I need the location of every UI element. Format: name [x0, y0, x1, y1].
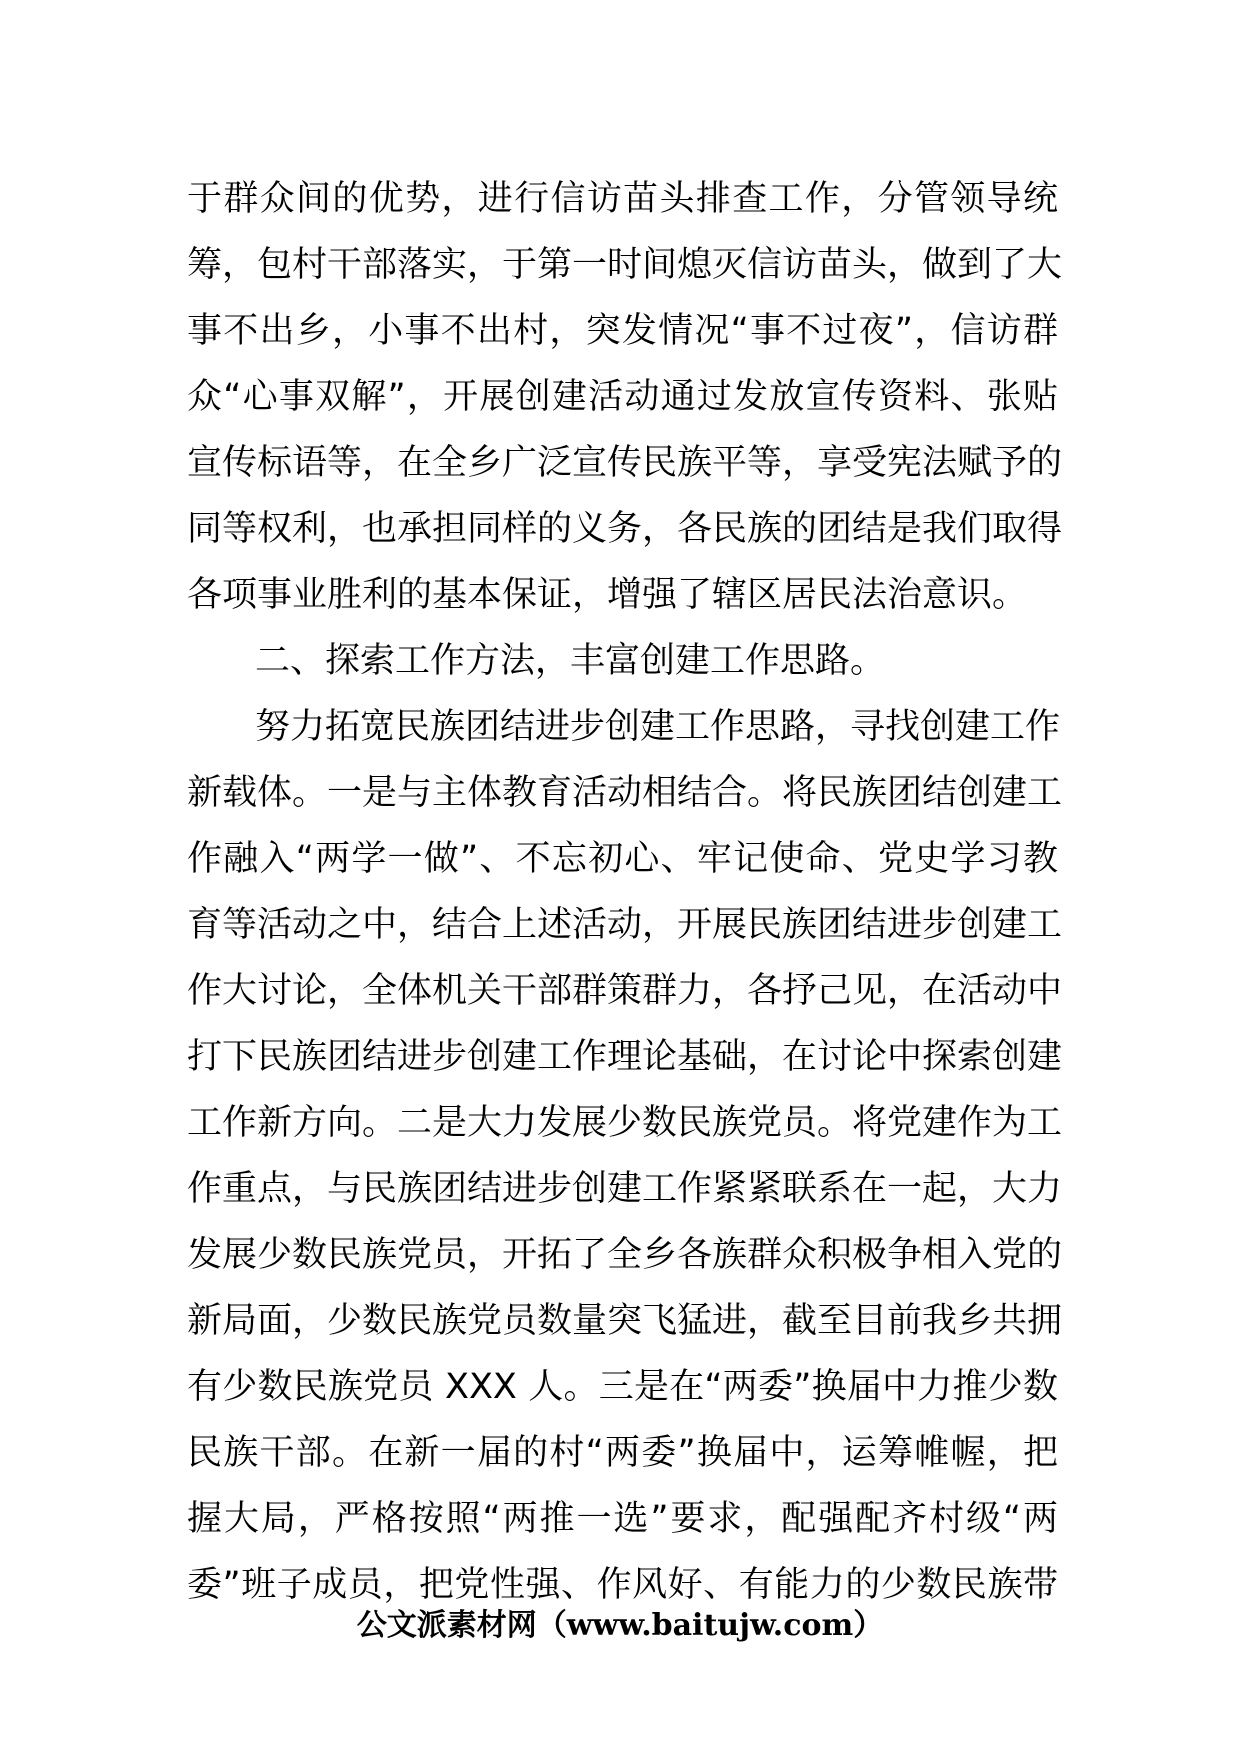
- body-line: 有少数民族党员 XXX 人。三是在“两委”换届中力推少数: [187, 1367, 1058, 1407]
- section-heading: 二、探索工作方法，丰富创建工作思路。: [255, 641, 886, 681]
- body-line: 发展少数民族党员，开拓了全乡各族群众积极争相入党的: [187, 1235, 1063, 1275]
- body-line: 握大局，严格按照“两推一选”要求，配强配齐村级“两: [187, 1499, 1058, 1539]
- body-line: 打下民族团结进步创建工作理论基础，在讨论中探索创建: [187, 1037, 1063, 1077]
- body-line: 众“心事双解”，开展创建活动通过发放宣传资料、张贴: [187, 377, 1058, 417]
- body-line: 新局面，少数民族党员数量突飞猛进，截至目前我乡共拥: [187, 1301, 1063, 1341]
- body-line: 作重点，与民族团结进步创建工作紧紧联系在一起，大力: [187, 1169, 1063, 1209]
- body-line: 工作新方向。二是大力发展少数民族党员。将党建作为工: [187, 1103, 1063, 1143]
- body-line: 事不出乡，小事不出村，突发情况“事不过夜”，信访群: [187, 311, 1058, 351]
- footer-source-text: 公文派素材网（www.baitujw.com）: [356, 1608, 884, 1643]
- body-line: 委”班子成员，把党性强、作风好、有能力的少数民族带: [187, 1565, 1058, 1605]
- body-line: 筹，包村干部落实，于第一时间熄灭信访苗头，做到了大: [187, 245, 1063, 285]
- body-line: 民族干部。在新一届的村“两委”换届中，运筹帷幄，把: [187, 1433, 1058, 1473]
- body-line: 作大讨论，全体机关干部群策群力，各抒己见，在活动中: [187, 971, 1063, 1011]
- body-line: 同等权利，也承担同样的义务，各民族的团结是我们取得: [187, 509, 1063, 549]
- document-body: [187, 166, 1063, 1618]
- body-line: 宣传标语等，在全乡广泛宣传民族平等，享受宪法赋予的: [187, 443, 1063, 483]
- body-line: 于群众间的优势，进行信访苗头排查工作，分管领导统: [187, 179, 1058, 219]
- body-line: 育等活动之中，结合上述活动，开展民族团结进步创建工: [187, 905, 1063, 945]
- body-line: 各项事业胜利的基本保证，增强了辖区居民法治意识。: [187, 575, 1028, 615]
- body-line: 新载体。一是与主体教育活动相结合。将民族团结创建工: [187, 773, 1063, 813]
- body-line: 努力拓宽民族团结进步创建工作思路，寻找创建工作: [255, 707, 1061, 747]
- body-line: 作融入“两学一做”、不忘初心、牢记使命、党史学习教: [187, 839, 1058, 879]
